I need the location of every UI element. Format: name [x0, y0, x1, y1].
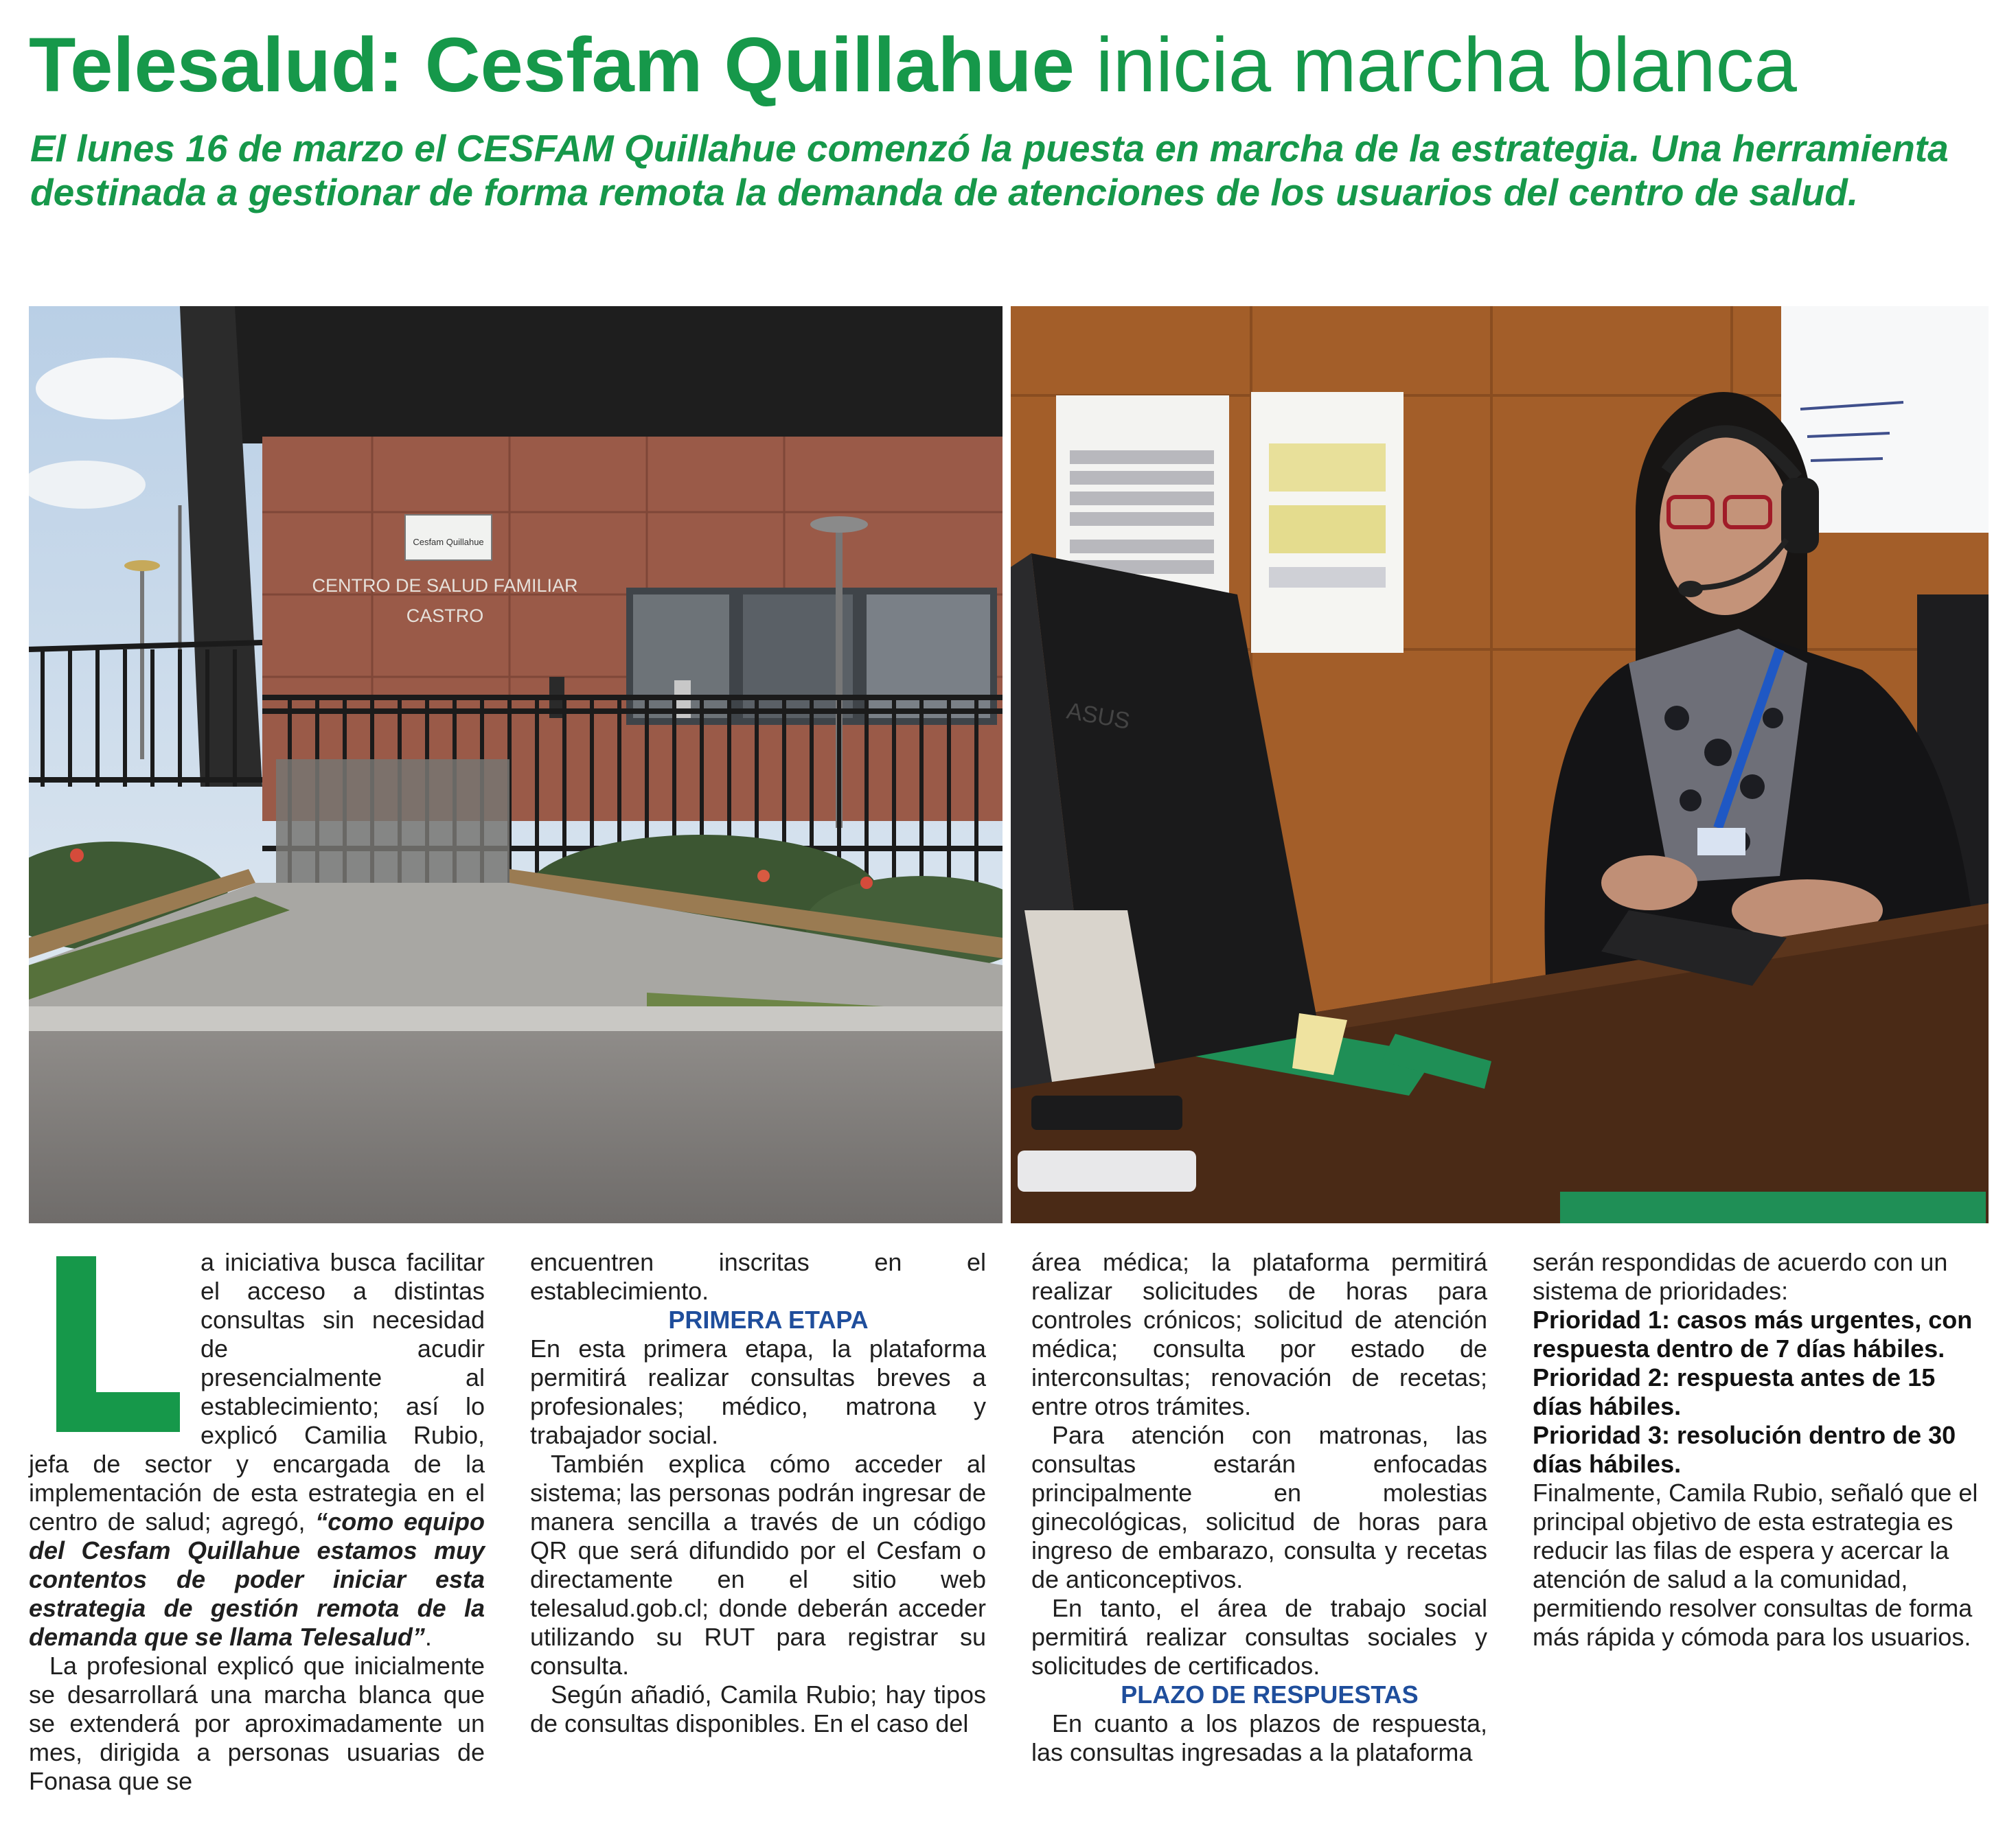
- article-column-3: [1031, 1248, 1487, 1811]
- intro-text: a iniciativa busca facilitar el acceso a distintas consultas sin necesidad de acudir presencialmente al establecimiento; así lo explicó Camilia Rubio, jefa de sector y encargada de la implementación de esta estrategia en el centro de salud; agregó,: [29, 1248, 485, 1536]
- paragraph-primera-etapa: En esta primera etapa, la plataforma permitirá realizar consultas breves a profesionales; médico, matrona y trabajador social.: [530, 1334, 986, 1449]
- paragraph-tipos: Según añadió, Camila Rubio; hay tipos de consultas disponibles. En el caso del: [530, 1680, 986, 1737]
- facade-sign-line1: CENTRO DE SALUD FAMILIAR: [312, 575, 578, 596]
- facade-sign-line2: CASTRO: [406, 605, 484, 626]
- paragraph-area-medica: área médica; la plataforma permitirá realizar solicitudes de horas para controles crónicos; solicitud de atención médica; consulta por estado de interconsultas; renovación de recetas; entre otros trámites.: [1031, 1248, 1487, 1420]
- subhead-plazo-respuestas: PLAZO DE RESPUESTAS: [1121, 1680, 1419, 1709]
- title-bold: Telesalud: Cesfam Quillahue: [29, 22, 1075, 108]
- paragraph-inscritas: encuentren inscritas en el establecimiento.: [530, 1248, 986, 1305]
- article-title: [29, 21, 1993, 110]
- intro-quote: “como equipo del Cesfam Quillahue estamos muy contentos de poder iniciar esta estrategia de gestión remota de la demanda que se llama Telesalud”: [29, 1507, 485, 1651]
- paragraph-plazos: En cuanto a los plazos de respuesta, las consultas ingresadas a la plataforma: [1031, 1709, 1487, 1766]
- title-light: inicia marcha blanca: [1095, 22, 1797, 108]
- paragraph-marcha-blanca: La profesional explicó que inicialmente se desarrollará una marcha blanca que se extenderá por aproximadamente un mes, dirigida a personas usuarias de Fonasa que se: [29, 1652, 485, 1795]
- article-column-2: [530, 1248, 986, 1811]
- monitor-brand: ASUS: [1064, 697, 1132, 735]
- subhead-primera-etapa: PRIMERA ETAPA: [668, 1306, 869, 1334]
- paragraph-final: Finalmente, Camila Rubio, señaló que el principal objetivo de esta estrategia es reducir las filas de espera y acercar la atención de salud a la comunidad, permitiendo resolver consultas de forma más rápida y cómoda para los usuarios.: [1533, 1479, 1978, 1651]
- priority-2: Prioridad 2: respuesta antes de 15 días hábiles.: [1533, 1363, 1936, 1420]
- article-column-1: [29, 1248, 485, 1811]
- priority-3: Prioridad 3: resolución dentro de 30 días hábiles.: [1533, 1421, 1956, 1478]
- paragraph-acceso: También explica cómo acceder al sistema; las personas podrán ingresar de manera sencilla a través de un código QR que será difundido por el Cesfam o directamente en el sitio web telesalud.gob.cl; donde deberán acceder utilizando su RUT para registrar su consulta.: [530, 1450, 986, 1680]
- article-lead: El lunes 16 de marzo el CESFAM Quillahue comenzó la puesta en marcha de la estrategia. Una herramienta destinada a gestionar de forma remota la demanda de atenciones de los usuarios del centro de salud.: [30, 127, 1949, 213]
- priority-1: Prioridad 1: casos más urgentes, con respuesta dentro de 7 días hábiles.: [1533, 1306, 1973, 1363]
- paragraph-matronas: Para atención con matronas, las consultas estarán enfocadas principalmente en molestias ginecológicas, solicitud de horas para ingreso de embarazo, consulta y recetas de anticonceptivos.: [1031, 1421, 1487, 1593]
- article-column-4: [1533, 1248, 1989, 1811]
- paragraph-trabajo-social: En tanto, el área de trabajo social permitirá realizar consultas sociales y solicitudes de certificados.: [1031, 1594, 1487, 1680]
- intro-quote-end: .: [424, 1623, 432, 1651]
- dropcap-letter-l: [29, 1248, 196, 1432]
- staff-photo: [1011, 306, 1989, 1223]
- plaque-text: Cesfam Quillahue: [413, 537, 484, 547]
- building-photo: [29, 306, 1003, 1223]
- paragraph-prioridades: serán respondidas de acuerdo con un sistema de prioridades:: [1533, 1248, 1948, 1305]
